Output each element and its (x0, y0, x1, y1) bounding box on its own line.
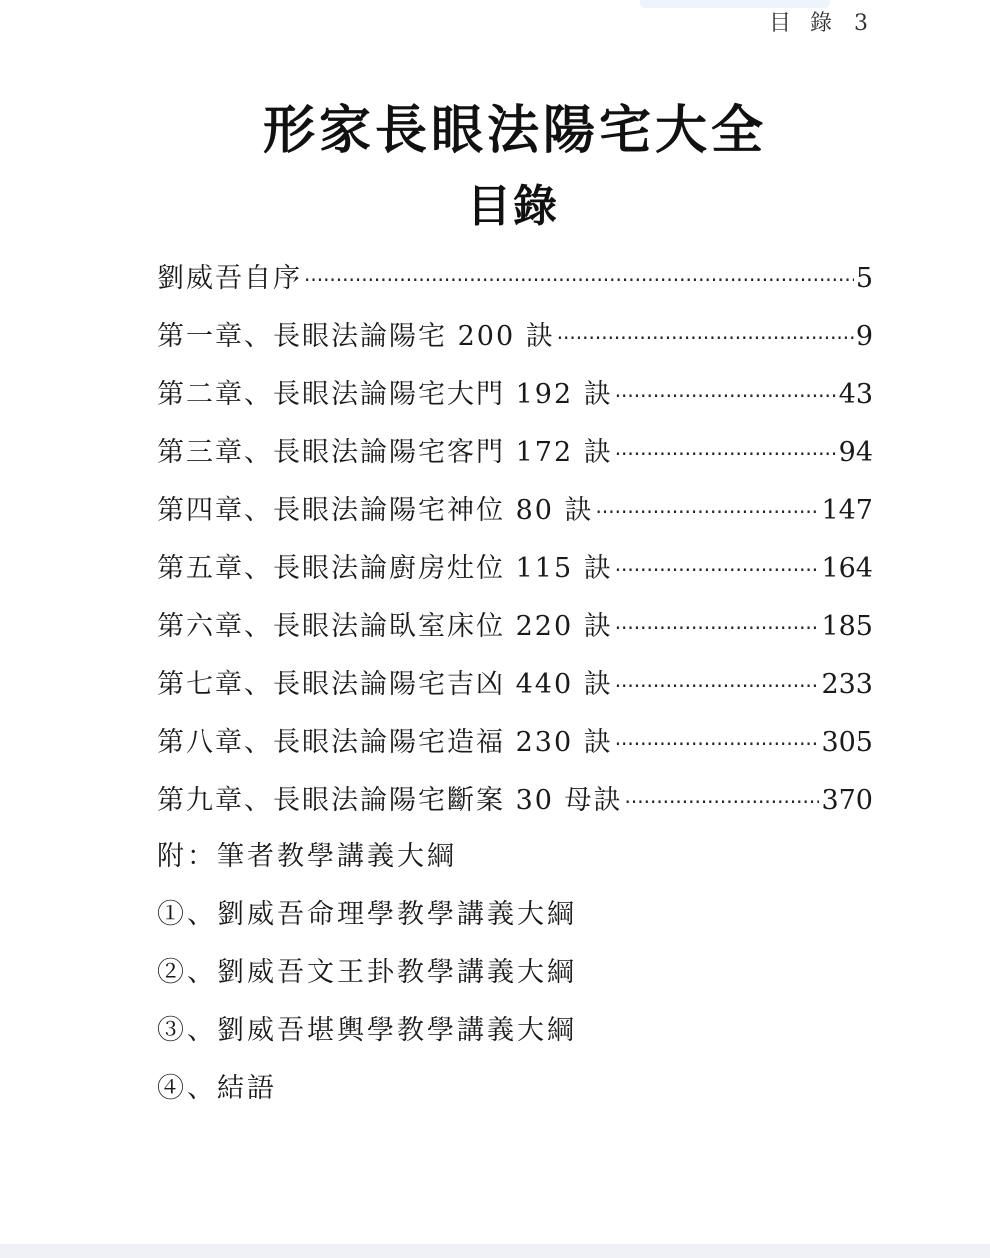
table-of-contents (157, 250, 873, 830)
toc-entry-page: 5 (855, 263, 873, 294)
toc-entry (157, 308, 873, 366)
toc-entry-page: 147 (821, 495, 873, 526)
toc-entry (157, 482, 873, 540)
toc-entry-label: 第四章、長眼法論陽宅神位 80 訣 (157, 495, 594, 526)
toc-entry (157, 598, 873, 656)
toc-entry-label: 第六章、長眼法論臥室床位 220 訣 (157, 611, 613, 642)
toc-entry (157, 424, 873, 482)
toc-entry-page: 305 (821, 727, 873, 758)
book-title: 形家長眼法陽宅大全 (262, 100, 767, 161)
toc-entry (157, 714, 873, 772)
appendix-list (157, 828, 873, 1118)
toc-entry-page: 164 (821, 553, 873, 584)
toc-entry-page: 185 (821, 611, 873, 642)
toc-entry-page: 9 (855, 321, 873, 352)
appendix-item: ④、結語 (157, 1073, 277, 1104)
toc-dot-leader (596, 483, 820, 541)
toc-dot-leader (615, 715, 820, 773)
toc-entry-label: 第五章、長眼法論廚房灶位 115 訣 (157, 553, 613, 584)
toc-entry (157, 540, 873, 598)
appendix-item: ②、劉威吾文王卦教學講義大綱 (157, 957, 577, 988)
toc-entry (157, 250, 873, 308)
appendix-item: ③、劉威吾堪輿學教學講義大綱 (157, 1015, 577, 1046)
running-header-section: 目 錄 (769, 11, 838, 36)
toc-dot-leader (615, 541, 820, 599)
toc-entry (157, 772, 873, 830)
bottom-edge-bar (0, 1244, 990, 1258)
page-number: 3 (854, 11, 874, 36)
toc-entry-label: 第一章、長眼法論陽宅 200 訣 (157, 321, 555, 352)
running-header (769, 6, 874, 37)
toc-dot-leader (615, 367, 837, 425)
toc-entry-label: 第八章、長眼法論陽宅造福 230 訣 (157, 727, 613, 758)
toc-dot-leader (615, 657, 820, 715)
toc-entry-label: 劉威吾自序 (157, 263, 302, 294)
toc-entry (157, 366, 873, 424)
toc-dot-leader (625, 773, 820, 831)
toc-entry-label: 第二章、長眼法論陽宅大門 192 訣 (157, 379, 613, 410)
toc-dot-leader (615, 425, 837, 483)
toc-dot-leader (557, 309, 854, 367)
appendix-item: ①、劉威吾命理學教學講義大綱 (157, 899, 577, 930)
toc-dot-leader (615, 599, 820, 657)
toc-entry-page: 233 (821, 669, 873, 700)
toc-entry-page: 43 (838, 379, 873, 410)
toc-entry-label: 第九章、長眼法論陽宅斷案 30 母訣 (157, 785, 623, 816)
appendix-heading: 附：筆者教學講義大綱 (157, 841, 457, 872)
toc-entry (157, 656, 873, 714)
toc-entry-page: 370 (821, 785, 873, 816)
contents-heading: 目錄 (467, 181, 559, 232)
toc-dot-leader (304, 251, 854, 309)
toc-entry-label: 第三章、長眼法論陽宅客門 172 訣 (157, 437, 613, 468)
toc-entry-page: 94 (838, 437, 873, 468)
toc-entry-label: 第七章、長眼法論陽宅吉凶 440 訣 (157, 669, 613, 700)
